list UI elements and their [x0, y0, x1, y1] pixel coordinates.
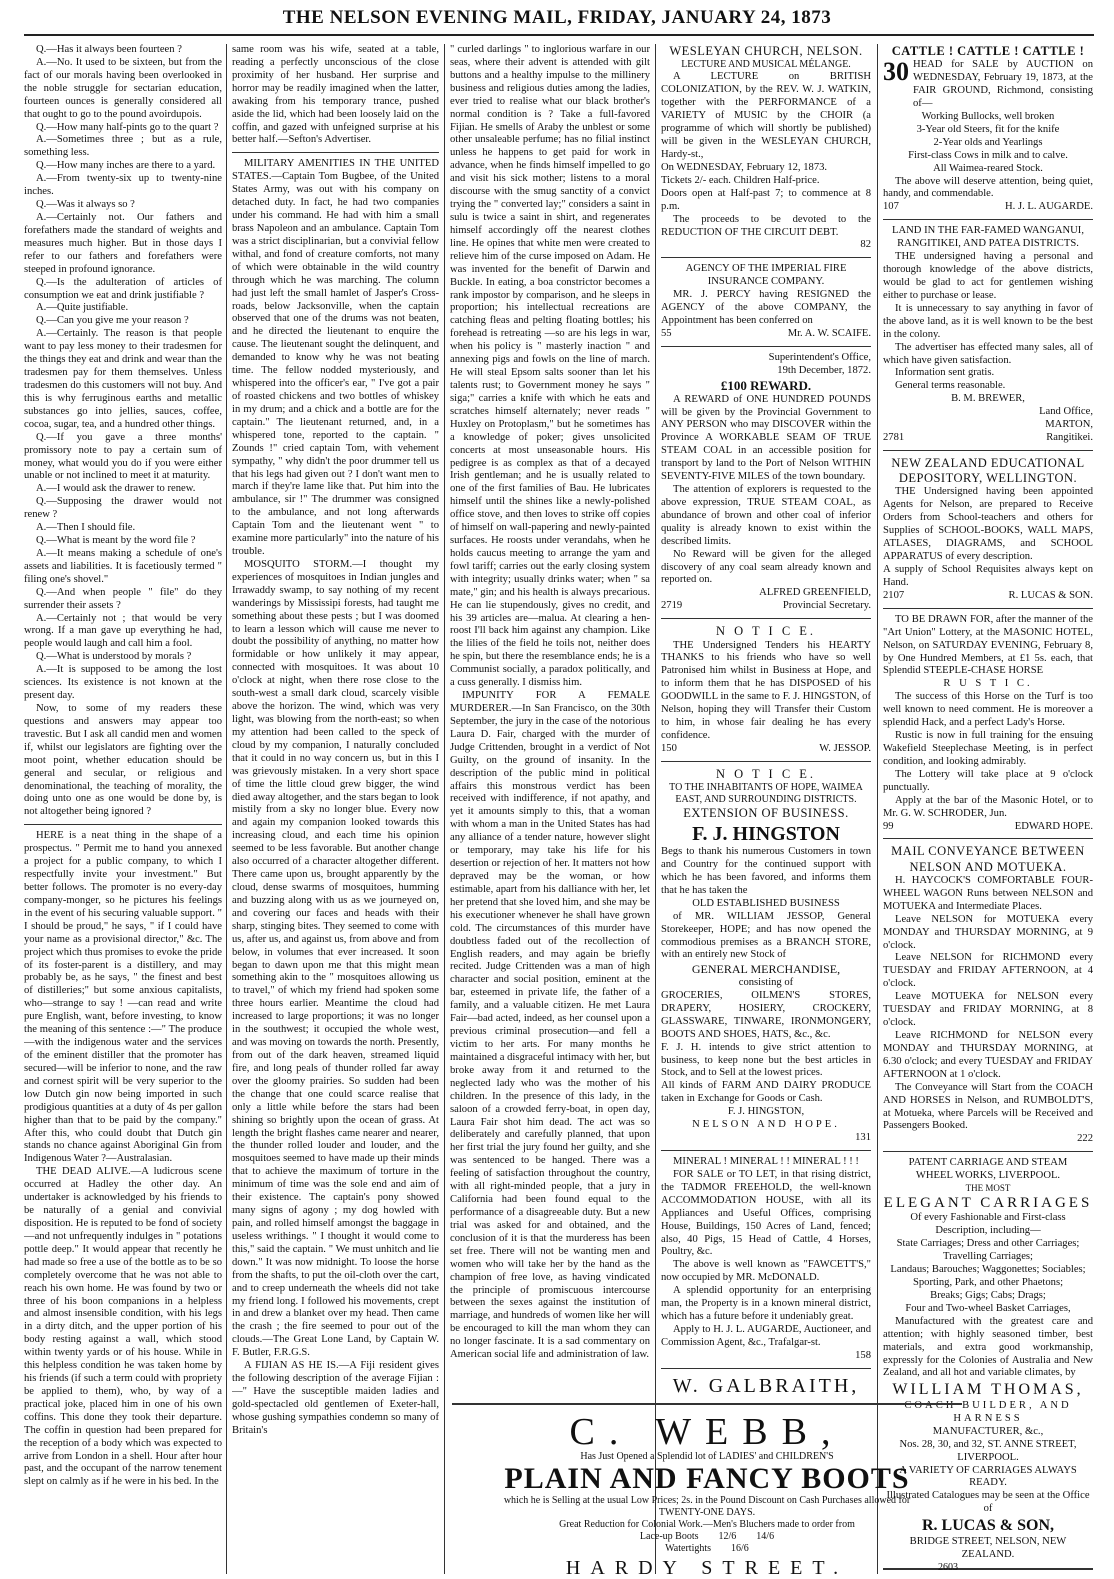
column-5-ads	[883, 44, 1093, 1572]
ad-place: MARTON,	[1045, 419, 1093, 431]
price-value: 12/6	[718, 1531, 737, 1543]
price-value: 16/6	[731, 1543, 749, 1555]
ad-title: WESLEYAN CHURCH, NELSON.	[669, 44, 863, 58]
ad-number: 107	[883, 201, 899, 213]
ad-signature: NELSON AND HOPE.	[692, 1119, 840, 1131]
list-item: Working Bullocks, well broken	[921, 110, 1055, 122]
ad-tickets: Tickets 2/- each. Children Half-price.	[661, 174, 820, 186]
qa-line: A.—Certainly not. Our fathers and forefathers made the standard of weights and measures much higher. But in those days I refer to our fathers and forefathers were steeped in profound ignorance.	[24, 211, 222, 275]
ad-number: 222	[1077, 1133, 1093, 1145]
qa-line: Q.—Supposing the drawer would not renew ?	[24, 496, 222, 521]
list-item: Four and Two-wheel Basket Carriages,	[905, 1302, 1071, 1314]
article-dead-alive: THE DEAD ALIVE.—A ludicrous scene occurred at Hadley the other day. An undertaker is acknowledged by his friends to be naturally of a genial and convivial disposition. He is reputed to be fond of society—and not unfrequently indulges in " potations pottle deep." It would appear that recently he had made so free a use of the bottle as to be so completely overcome that he was not able to reach his own home. He was found by two or three of his boon companions in a helpless and almost insensible condition, with his legs in a dirty ditch, and the upper portion of his body resting against a wall, which stood within twenty yards or of his house. While in this helpless condition he was taken home by his friends (if such a term could with propriety be applied to them), who, by way of a practical joke, placed him in one of his own coffins. This done they took their departure. The coffin in question had been prepared for the reception of a body which was expected to arrive from London in a shell. Hour after hour past, and the occupant of the narrow tenement slept on calmly as if he were in his bed. In the	[24, 1166, 222, 1488]
qa-line: Q.—How many half-pints go to the quart ?	[36, 121, 219, 133]
ad-schedule	[883, 914, 1093, 1082]
ad-office: Land Office,	[1039, 406, 1093, 418]
qa-line: A.—Sometimes three ; but as a rule, something less.	[24, 134, 222, 159]
article-mosquito: MOSQUITO STORM.—I thought my experiences of mosquitoes in Indian jungles and Irrawaddy swamp, to say nothing of my recent wanderings by Mississipi forests, had taught me something about these pests ; but I was doomed to learn a lesson which will cause me never to doubt the possibility of anything, no matter how formidable or how unlikely it may appear, connected with mosquitoes. It was about 10 o'clock at night, when there rose close to the south-west a small dark cloud, scarcely visible above the horizon. The wind, which was very light, was blowing from the north-east; so when my attention had been called to the speck of cloud by my companion, I naturally concluded that it could in no way concern us, but in this I was grievously mistaken. In a very short space of time the little cloud grew bigger, the wind died away altogether, and the stars began to look mistily from a sky no longer blue. Every now and again my companion looked towards this increasing cloud, and each time his opinion seemed to be less favorable. But another change also occurred of a character altogether different. There came upon us, brought apparently by the cloud, dense swarms of mosquitoes, humming and buzzing along with us as we journeyed on, and covering our faces and heads with their sharp, stinging bites. They seemed to come with us, after us, and against us, from above and from below, in volumes that ever increased. It soon began to dawn upon me that this might mean something akin to the " mosquitoes allowing us to travel," of which my friend had spoken some three hours earlier. Meantime the cloud had increased to large proportions; it was no longer in the southwest; it occupied the whole west, and was moving on towards the north. Presently, from out of the dark heaven, streamed liquid fire, and long peals of thunder rolled far away over the gloomy prairies. So sudden had been the change that one could scarce realise that only a little while before the stars had been shining so brightly upon the ocean of grass. At length the bright flashes came nearer and nearer, the thunder rolled louder and louder, and the mosquitoes seemed to have made up their minds that to achieve the maximum of torture in the minimum of time was the sole end and aim of their existence. The captain's pony showed many signs of agony ; my dog howled with pain, and rolled himself amongst the baggage in useless writhings. " I thought it would come to this," said the captain. " We must unhitch and lie down." It was now midnight. To loose the horse from the shafts, to put the oil-cloth over the cart, and to creep underneath the wheels did not take my friend long. I followed his movements, crept in and drew a blanket over my head. Then came the crash ; the fire seemed to pour out of the clouds.—The Great Lone Land, by Captain W. F. Butler, F.R.G.S.	[232, 558, 439, 1359]
qa-line: A.—Certainly not ; that would be very wrong. If a man gave up everything he had, people would laugh and call him a fool.	[24, 612, 222, 650]
ad-text: consisting of	[738, 976, 794, 988]
schedule-line: Leave NELSON for RICHMOND every TUESDAY and FRIDAY AFTERNOON, at 4 o'clock.	[883, 952, 1093, 990]
ad-firm: C. WEBB,	[569, 1411, 845, 1453]
ad-body: The attention of explorers is requested to the above expression, TRUE STEAM COAL, as abundance of brown and other coal of inferior quality is already known to exist within the described limits.	[661, 484, 871, 547]
ad-text: Of every Fashionable and First-class Description, including—	[910, 1212, 1066, 1237]
ad-number: 2719	[661, 600, 683, 612]
ad-title: MAIL CONVEYANCE BETWEEN NELSON AND MOTUEKA.	[891, 844, 1085, 874]
qa-line: Q.—Has it always been fourteen ?	[36, 44, 182, 55]
price-label: Lace-up Boots	[639, 1531, 699, 1543]
column-rule	[226, 44, 227, 1574]
ad-body: THE Undersigned having been appointed Agents for Nelson, are prepared to Receive Orders from School-teachers and others for Supplies of SCHOOL-BOOKS, WALL MAPS, ATLASES, DIAGRAMS, and SCHOOL APPARATUS of every description.	[883, 486, 1093, 563]
ad-body: No Reward will be given for the alleged discovery of any coal seam already known and reported on.	[661, 548, 871, 586]
masthead: THE NELSON EVENING MAIL, FRIDAY, JANUARY 24, 1873	[282, 7, 832, 28]
ad-address: Nos. 28, 30, and 32, ST. ANNE STREET,	[899, 1438, 1077, 1450]
ad-title: WHEEL WORKS, LIVERPOOL.	[915, 1170, 1061, 1182]
qa-list	[24, 44, 222, 819]
ad-address: BRIDGE STREET, NELSON, NEW ZEALAND.	[909, 1535, 1067, 1560]
column-rule	[655, 44, 656, 1574]
qa-line: Q.—And when people " file" do they surrender their assets ?	[24, 586, 222, 611]
ad-title: N O T I C E.	[715, 766, 817, 781]
ad-horse-name: R U S T I C.	[943, 678, 1033, 690]
ad-date: On WEDNESDAY, February 12, 1873.	[661, 161, 828, 173]
ad-date: 19th December, 1872.	[777, 364, 871, 376]
schedule-line: Leave NELSON for MOTUEKA every MONDAY and THURSDAY MORNING, at 9 o'clock.	[883, 913, 1093, 951]
list-item: Sporting, Park, and other Phaetons;	[912, 1277, 1064, 1289]
qa-line: A.—Quite justifiable.	[36, 302, 129, 314]
ad-heading: EXTENSION OF BUSINESS.	[683, 806, 849, 821]
column-1	[24, 44, 222, 1572]
ad-body: H. HAYCOCK'S COMFORTABLE FOUR-WHEEL WAGON Runs between NELSON and MOTUEKA and Intermediate Places.	[883, 874, 1093, 912]
ad-body: A splendid opportunity for an enterprising man, the Property is in a known mineral district, which has a future before it undeniably great.	[661, 1285, 871, 1323]
ad-signature: H. J. L. AUGARDE.	[1005, 201, 1093, 213]
qa-line: A.—No. It used to be sixteen, but from the fact of our morals having been overlooked in the noble struggle for sectarian education, fourteen ounces is generally considered all that ought to go to the pound avoirdupois.	[24, 56, 222, 120]
ad-office: Superintendent's Office,	[768, 351, 871, 363]
ad-number: 2603	[938, 1561, 958, 1573]
ad-heading: ELEGANT CARRIAGES	[883, 1195, 1093, 1212]
ad-text: MANUFACTURER, &c.,	[932, 1425, 1044, 1437]
ad-signature: EDWARD HOPE.	[1014, 820, 1093, 832]
ad-body: The advertiser has effected many sales, all of which have given satisfaction.	[883, 341, 1093, 366]
ad-title: PATENT CARRIAGE AND STEAM	[908, 1157, 1068, 1169]
ad-signature: B. M. BREWER,	[951, 393, 1025, 405]
schedule-line: Leave RICHMOND for NELSON every MONDAY and THURSDAY MORNING, at 6.30 o'clock; and every TUESDAY and FRIDAY AFTERNOON at 1 o'clock.	[883, 1030, 1093, 1080]
ad-title: LAND IN THE FAR-FAMED WANGANUI, RANGITIKEI, AND PATEA DISTRICTS.	[892, 225, 1084, 250]
qa-line: A.—It is supposed to be among the lost sciences. Its existence is not known at the present day.	[24, 664, 222, 702]
ad-body: Rustic is now in full training for the ensuing Wakefield Steeplechase Meeting, is in perfect condition, and looking admirably.	[883, 730, 1093, 767]
list-item: 2-Year olds and Yearlings	[933, 136, 1043, 148]
column-3	[450, 44, 650, 1399]
ad-body: THE Undersigned Tenders his HEARTY THANKS to his friends who have so well Patronised him whilst in Business at Hope, and to inform them that he has DISPOSED of his GOODWILL in the same to F. J. HINGSTON, of Nelson, hoping they will Transfer their Custom to him, in whose fair dealing he has every confidence.	[661, 639, 871, 741]
ad-signature: W. JESSOP.	[819, 742, 871, 754]
ad-body: The above is well known as "FAWCETT'S," now occupied by MR. McDONALD.	[661, 1259, 871, 1284]
ad-text: COACH BUILDER, AND HARNESS	[904, 1399, 1072, 1424]
ad-webb	[452, 1403, 962, 1579]
list-item: 3-Year old Steers, fit for the knife	[916, 123, 1060, 135]
ad-body: The Conveyance will Start from the COACH AND HORSES in Nelson, and RUMBOLDT'S, at Motueka, where Parcels will be Received and Passengers Booked.	[883, 1081, 1093, 1132]
ad-title: CATTLE ! CATTLE ! CATTLE !	[891, 44, 1085, 58]
qa-line: A.—I would ask the drawer to renew.	[36, 483, 196, 495]
ad-text: General terms reasonable.	[895, 380, 1006, 392]
article-continued: same room was his wife, seated at a table, reading a perfectly unconscious of the close proximity of her husband. Her surprise and horror may be readily imagined when the latter, awaking from his temporary trance, pushed aside the lid, which had been loosely laid on the coffin, and gazed with unfeigned surprise at his better half.—Sefton's Advertiser.	[232, 44, 439, 146]
ad-doors: Doors open at Half-past 7; to commence at 8 p.m.	[661, 187, 871, 212]
ad-street: HARDY STREET.	[565, 1556, 849, 1579]
list-item: Landaus; Barouches; Waggonettes; Sociables;	[890, 1264, 1086, 1276]
ad-big-number: 30	[883, 57, 909, 87]
price-label: Watertights	[665, 1543, 712, 1555]
ad-text: THE MOST	[965, 1183, 1011, 1194]
ad-title: MINERAL ! MINERAL ! ! MINERAL ! ! !	[673, 1155, 859, 1167]
qa-line: Q.—What is understood by morals ?	[36, 651, 192, 663]
ad-body: Begs to thank his numerous Customers in town and Country for the continued support with which he has been favored, and informs them that he has taken the	[661, 846, 871, 896]
ad-firm: F. J. HINGSTON	[692, 822, 840, 845]
list-item: First-class Cows in milk and to calve.	[908, 149, 1068, 161]
ad-body: The Lottery will take place at 9 o'clock punctually.	[883, 768, 1093, 793]
ad-signature: R. LUCAS & SON.	[1008, 589, 1093, 601]
ad-heading: GENERAL MERCHANDISE,	[691, 962, 841, 977]
ad-firm: R. LUCAS & SON,	[921, 1517, 1054, 1535]
ad-signature: ALFRED GREENFIELD,	[759, 587, 871, 599]
ad-number: 150	[661, 742, 677, 754]
qa-line: Now, to some of my readers these questions and answers may appear too travestic. But I ask all candid men and women if, whilst our legislators are fighting over the moot point, whether education should be general and secular, or religious and denominational, the teaching of morality, the doing unto one as one would be done by, is not altogether being ignored ?	[24, 703, 222, 818]
ad-number: 82	[860, 239, 871, 251]
ad-text: Information sent gratis.	[895, 367, 995, 379]
column-rule	[877, 44, 878, 1574]
ad-number: 158	[855, 1349, 871, 1361]
ad-text: Great Reduction for Colonial Work.—Men's Bluchers made to order from	[559, 1519, 855, 1531]
ad-body: which he is Selling at the usual Low Prices; 2s. in the Pound Discount on Cash Purchases allowed for TWENTY-ONE DAYS.	[503, 1494, 911, 1518]
ad-firm: WILLIAM THOMAS,	[892, 1381, 1084, 1399]
ad-proceeds: The proceeds to be devoted to the REDUCTION OF THE CIRCUIT DEBT.	[661, 213, 871, 238]
ad-title: N O T I C E.	[715, 624, 817, 639]
ad-heading: PLAIN AND FANCY BOOTS	[504, 1462, 910, 1496]
ad-body: Apply at the bar of the Masonic Hotel, or to Mr. G. W. SCHRODER, Jun.	[883, 794, 1093, 819]
ad-number: 2107	[883, 589, 905, 601]
ad-list	[883, 1238, 1093, 1316]
ad-body: Manufactured with the greatest care and attention; with highly seasoned timber, best materials, and extra good workmanship, expressly for the Colonies of Australia and New Zealand, and all hot and variable climates, by	[883, 1315, 1093, 1379]
qa-line: Q.—Is the adulteration of articles of consumption we eat and drink justifiable ?	[24, 276, 222, 301]
ad-number: 55	[661, 327, 672, 339]
ad-number: 99	[883, 820, 894, 832]
ad-heading: OLD ESTABLISHED BUSINESS	[692, 897, 840, 909]
ad-title: £100 REWARD.	[720, 377, 812, 393]
qa-line: Q.—How many inches are there to a yard.	[36, 160, 216, 172]
ad-number: 131	[855, 1132, 871, 1144]
ad-subtitle: LECTURE AND MUSICAL MÉLANGE.	[681, 59, 851, 71]
list-item: State Carriages; Dress and other Carriages;	[896, 1238, 1080, 1250]
list-item: All Waimea-reared Stock.	[933, 162, 1043, 174]
schedule-line: Leave MOTUEKA for NELSON every TUESDAY and FRIDAY MORNING, at 8 o'clock.	[883, 991, 1093, 1029]
list-item: Travelling Carriages;	[943, 1251, 1033, 1263]
ad-body: A supply of School Requisites always kept on Hand.	[883, 564, 1093, 588]
qa-line: Q.—Was it always so ?	[36, 199, 135, 211]
ad-body: The above will deserve attention, being quiet, handy, and commendable.	[883, 175, 1093, 200]
list-item: Breaks; Gigs; Cabs; Drags;	[930, 1289, 1046, 1301]
ad-list	[883, 111, 1093, 176]
qa-line: Q.—What is meant by the word file ?	[36, 535, 196, 547]
ad-signature: Mr. A. W. SCAIFE.	[787, 327, 871, 339]
ad-body: MR. J. PERCY having RESIGNED the AGENCY of the above COMPANY, the Appointment has been conferred on	[661, 289, 871, 327]
ad-body: All kinds of FARM AND DAIRY PRODUCE taken in Exchange for Goods or Cash.	[661, 1080, 871, 1105]
ad-number: 2781	[883, 432, 905, 444]
ad-place: Rangitikei.	[1046, 432, 1093, 444]
price-value: 14/6	[756, 1531, 775, 1543]
ad-address: TO THE INHABITANTS OF HOPE, WAIMEA EAST, AND SURROUNDING DISTRICTS.	[669, 782, 863, 806]
article-fijian-cont: " curled darlings " to inglorious warfare in our seas, where their advent is attended with gilt buttons and a healthy impulse to the millinery business and religious duties among the ladies, ever tried to realise what our black brother's normal condition is ? Take a full-favored Fijian. He smells of Araby the unblest or some other unsaleable perfume; has no filial instinct unless he happens to get paid for work in advance, when he finds himself impelled to go and visit his sick mother; listens to a moral discourse with the smug sanctity of a convict trying the " converted lay;" considers a saint in sulu is twice a saint in shirt, and regenerates himself accordingly off the nearest clothes line. He opines that white men were created to relieve him of the curse imposed on Adam. He was invented for the benefit of Darwin and Buckle. In eating, a boa constrictor becomes a rank impostor by comparison, and he sleeps in proportion; his intellectual recreations are catching fleas and pelting floating bottles; his forehead is retreating —so are his legs in war, when his policy is " masterly inaction " and annexing pigs and fowls on the line of march. He will steal Epsom salts sooner than let his talents rust; to Government money he says " siga;" carries a knife with which he eats and scratches himself alternately; never reads " Huxley on Protoplasm," but he sometimes has a knowledge of poker; gives unsolicited concerts at most unseasonable hours. His pedigree is as complex as that of a decayed Irish gentleman; and he is usually related to one of the first families of Bau. He lubricates himself until the shines like a newly-polished office stove, and then loves to strike off copies of himself on wall-papering and newly-painted surfaces. He roosts under verandahs, when he holds caucus meeting to arrange the yam and fowl tariff; carries out the early closing system with integrity; usually drinks water; when " sa mate," gin; and his health is always precarious. He can lie stupendously, gives no credit, and his 39 articles are—malua. At clearing a hen-roost I'll back him against any champion. Like the lilies of the field he toils not, neither does he spin, but there the resemblance ends; he is a Communist socially, a paradox politically, and a cuss generally. I dismiss him.	[450, 44, 650, 689]
ad-text: Has Just Opened a Splendid lot of LADIES' and CHILDREN'S	[580, 1451, 834, 1462]
ad-title: NEW ZEALAND EDUCATIONAL DEPOSITORY, WELLINGTON.	[891, 455, 1085, 486]
ad-body: F. J. H. intends to give strict attention to business, to keep none but the best articles in Stock, and to Sell at the lowest prices.	[661, 1041, 871, 1079]
ad-body: A REWARD of ONE HUNDRED POUNDS will be given by the Provincial Government to ANY PERSON who may DISCOVER within the Province A WORKABLE SEAM OF TRUE STEAM COAL in an accessible position for transport by land to the Port of Nelson WITHIN SEVENTY-FIVE MILES of the town boundary.	[661, 393, 871, 483]
ad-body: TO BE DRAWN FOR, after the manner of the "Art Union" Lottery, at the MASONIC HOTEL, Nelson, on SATURDAY EVENING, February 8, by One Hundred Members, at £1 5s. each, that Splendid STEEPLE-CHASE HORSE	[883, 613, 1093, 677]
ad-signature: F. J. HINGSTON,	[727, 1106, 805, 1118]
ad-text: A VARIETY OF CARRIAGES ALWAYS READY.	[899, 1464, 1077, 1489]
article-gin: HERE is a neat thing in the shape of a prospectus. " Permit me to hand you annexed a project for a public company, to which I respectfully invite your investment." But better follows. The promoter is no every-day company-monger, so he pictures his feelings in the event of his securing valuable support. " I should be proud," he says, " if I could have your name as a provisional director," &c. The project which thus promises to evoke the pride of its foster-parent is a distillery, and may probably be, as he says, " the finest and best of distilleries;" but some anxious capitalists, who—strange to say ! —can read and write pure English, want, before investing, to know the meaning of this sentence :—" The produce—with the indigenous water and the services of the eminent distiller that the promoter has secured—will be inferior to none, and the raw and cornest spirit will be very superior to the low Dutch gin now being imported in such prodigious quantities at a duty of 4s per gallon higher than that to be paid by the company." After this, who could doubt that Dutch gin stands no chance against Aboriginal Gin from Indigenous Water ?—Australasian.	[24, 830, 222, 1165]
qa-line: A.—Then I should file.	[36, 522, 136, 534]
article-military: MILITARY AMENITIES IN THE UNITED STATES.—Captain Tom Bugbee, of the United States Army, was out with his company on detached duty. In fact, he had two companies under his command. He had with him a small brass Napoleon and an ambulance. Captain Tom was a strict disciplinarian, but a convivial fellow withal, and fond of creature comforts, not many of which were obtainable in the wild country through which he was marching. The column had just left the small hamlet of Jasper's Cross-roads, below Jacksonville, when the captain observed that one of the drums was not beaten, and he directed the lieutenant to enquire the cause. The lieutenant sought the delinquent, and demanded to know why he was not beating time. The fellow nodded mysteriously, and whispered into the officer's ear, " I've got a pair of roasted chickens and two bottles of whiskey in my drum; and a chick and a bottle are for the captain." The lieutenant returned, and, in a whispered tone, reported to the captain. " Zounds !" cried captain Tom, with vehement sympathy, " why didn't the poor drummer tell us that his legs had given out ? I don't want men to march if they're lame like that. Put him into the ambulance, sir !" The drummer was consigned to the ambulance, and not long afterwards Captain Tom and the lieutenant went " to examine more particularly" into the nature of his trouble.	[232, 158, 439, 558]
masthead-rule	[24, 34, 1094, 36]
ad-role: Provincial Secretary.	[782, 600, 871, 612]
ad-body: Apply to H. J. L. AUGARDE, Auctioneer, and Commission Agent, &c., Trafalgar-st.	[661, 1323, 871, 1348]
qa-line: Q.—Can you give me your reason ?	[36, 315, 189, 327]
ad-body: The success of this Horse on the Turf is too well known to need comment. He is moreover a splendid Hack, and a perfect Lady's Horse.	[883, 691, 1093, 729]
column-rule	[444, 44, 445, 1574]
ad-goods: GROCERIES, OILMEN'S STORES, DRAPERY, HOSIERY, CROCKERY, GLASSWARE, TINWARE, IRONMONGERY, BOOTS AND SHOES, HATS, &c., &c.	[661, 989, 871, 1040]
ad-address: LIVERPOOL.	[957, 1451, 1019, 1463]
column-4-ads	[661, 44, 871, 1399]
ad-body: THE undersigned having a personal and thorough knowledge of the above districts, would be glad to act for gentlemen wishing either to purchase or lease.	[883, 251, 1093, 301]
ad-text: Illustrated Catalogues may be seen at the Office of	[886, 1490, 1090, 1515]
article-impunity: IMPUNITY FOR A FEMALE MURDERER.—In San Francisco, on the 30th September, the jury in the case of the notorious Laura D. Fair, charged with the murder of Judge Crittenden, brought in a verdict of Not Guilty, on the ground of insanity. In the description of the public mind in political affairs this monstrous verdict has been received with indifference, if not apathy, and yet it amounts simply to this, that a woman with whom a man in the United States has had any alliance of a tender nature, however slight or temporary, may take his life for his desertion or rejection of her. It matters not how depraved may be the woman, or how estimable, apart from his dalliance with her, let her pretend that she loved him, and she may be his executioner whenever he shall have grown cold. The circumstances of this murder have doubtless faded out of the recollection of English readers, and may again be briefly recited. Judge Crittenden was a man of high character and social position, eminent at the bar, esteemed in private life, the father of a family, and a valuable citizen. He met Laura Fair—bad acted, indeed, as her counsel upon a previous criminal prosecution—and fell a victim to her arts. For many months he maintained a disgraceful intimacy with her, but broke away from it and returned to the neglected lady who was the mother of his children. In the presence of this lady, in the saloon of a crowded ferry-boat, in open day, Laura Fair shot him dead. The act was so deliberately and carefully planned, that upon her first trial the jury found her guilty, and she was sentenced to be hanged. There was a feeling of satisfaction throughout the country, with all right-minded people, that a jury in California had been found equal to the performance of a disagreeable duty. But a new trial was asked for and obtained, and the conclusion of it is that the murderess has been set free. There will not be wanting men and women who will take her by the hand as the champion of free love, as having vindicated the principle of promiscuous intercourse between the sexes against the institution of marriage, and hundreds of women like her will be encouraged to kill the man whom they can no longer fascinate. It is a sad commentary on American social life and administration of law.	[450, 690, 650, 1361]
qa-line: A.—Certainly. The reason is that people want to pay less money to their tradesmen for the things they eat and drink and wear than the tradesmen pay for them themselves. Unless tradesmen do this customers will not buy. And this is why ferruginous earths and metallic substances go into jellies, sauces, coffee, cocoa, sugar, tea, and a hundred other things.	[24, 328, 222, 430]
ad-title: AGENCY OF THE IMPERIAL FIRE INSURANCE COMPANY.	[685, 263, 847, 288]
ad-firm: W. GALBRAITH,	[672, 1374, 860, 1397]
ad-body: of MR. WILLIAM JESSOP, General Storekeeper, HOPE; and has now opened the commodious premises as a BRANCH STORE, with an entirely new Stock of	[661, 910, 871, 961]
article-fijian: A FIJIAN AS HE IS.—A Fiji resident gives the following description of the average Fijian :—" Have the susceptible maiden ladies and gold-spectacled old gentlemen of Exeter-hall, whose gushing sympathies condemn so many of Britain's	[232, 1360, 439, 1436]
ad-body: A LECTURE on BRITISH COLONIZATION, by the REV. W. J. WATKIN, together with the PERFORMANCE of a VARIETY of MUSIC by the CHOIR (a programme of which will shortly be published) will be given in the WESLEYAN CHURCH, Hardy-st.,	[661, 71, 871, 160]
qa-line: Q.—If you gave a three months' promissory note to pay a certain sum of money, what would you do if you were either unable or not inclined to meet it at maturity.	[24, 431, 222, 482]
ad-body: It is unnecessary to say anything in favor of the above land, as it is well known to be the best in the colony.	[883, 302, 1093, 340]
column-2	[232, 44, 439, 1572]
ad-trade	[661, 1398, 871, 1399]
ad-body: FOR SALE or TO LET, in that rising district, the TADMOR FREEHOLD, the well-known ACCOMMODATION HOUSE, with all its Appliances and Useful Offices, comprising House, Buildings, 150 Acres of Land, fenced; also, 40 Pigs, 15 Head of Cattle, 4 Horses, Poultry, &c.	[661, 1168, 871, 1258]
qa-line: A.—From twenty-six up to twenty-nine inches.	[24, 173, 222, 198]
qa-line: A.—It means making a schedule of one's assets and liabilities. It is facetiously termed " filing one's shovel."	[24, 547, 222, 585]
ad-body: HEAD for SALE by AUCTION on WEDNESDAY, February 19, 1873, at the FAIR GROUND, Richmond, consisting of—	[913, 59, 1093, 110]
